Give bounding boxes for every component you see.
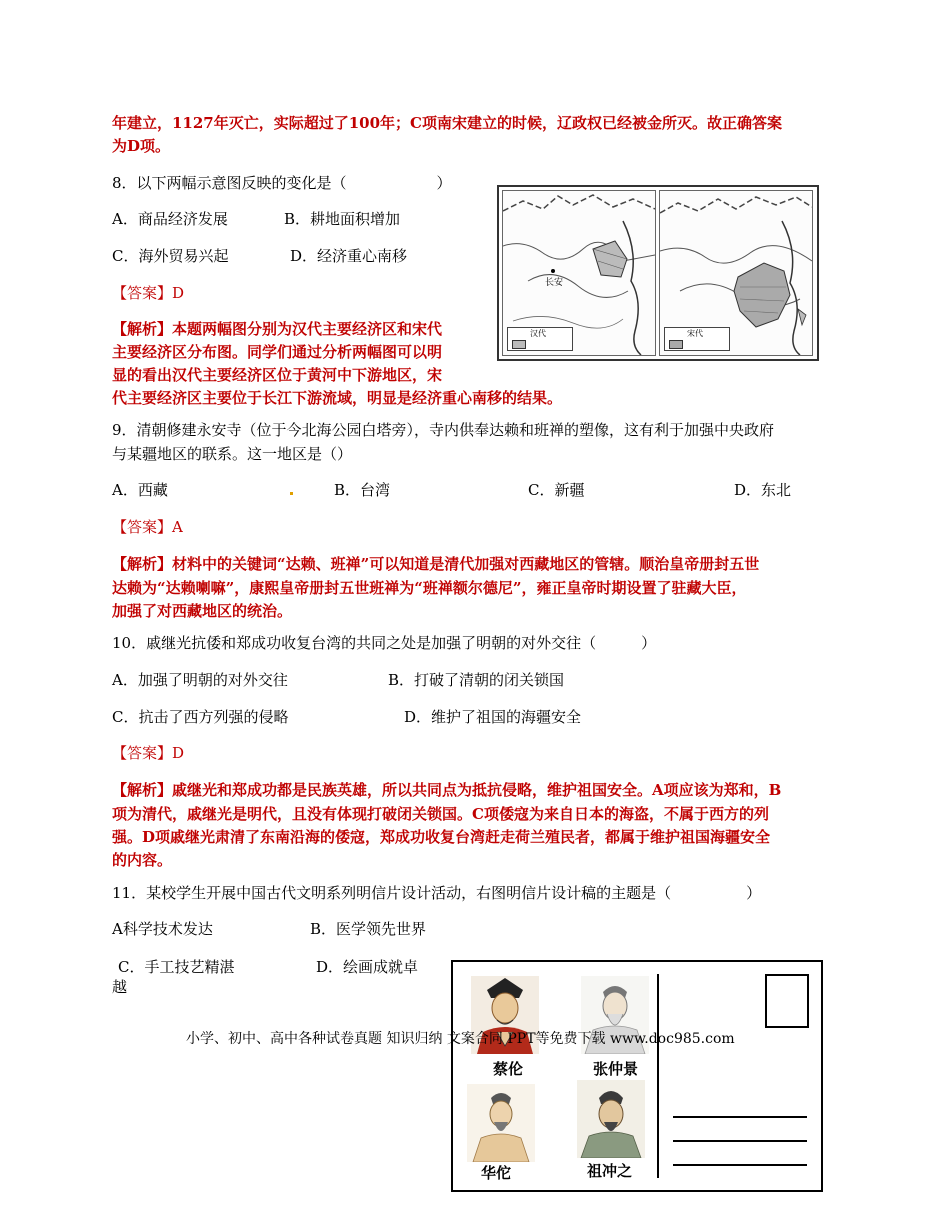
- q8-option-d: D．经济重心南移: [290, 247, 408, 265]
- q10-stem: 10．戚继光抗倭和郑成功收复台湾的共同之处是加强了明朝的对外交往（ ）: [112, 634, 657, 652]
- q10-analysis-4: 的内容。: [112, 851, 173, 869]
- q10-analysis-3: 强。D项戚继光肃清了东南沿海的倭寇，郑成功收复台湾赶走荷兰殖民者，都属于维护祖国海疆安全: [112, 828, 771, 846]
- q9-option-d: D．东北: [734, 481, 792, 499]
- han-legend-title: 汉代: [530, 329, 546, 338]
- song-legend-title: 宋代: [687, 329, 703, 338]
- q9-option-a: A．西藏: [112, 481, 168, 499]
- cai-lun-name: 蔡伦: [493, 1060, 524, 1078]
- q11-option-a: A科学技术发达: [112, 920, 213, 938]
- q9-analysis-3: 加强了对西藏地区的统治。: [112, 602, 293, 620]
- changan-label: 长安: [545, 278, 564, 288]
- stamp-box: [765, 974, 809, 1028]
- q11-option-c: C．手工技艺精湛: [118, 958, 235, 976]
- footer-text: 小学、初中、高中各种试卷真题 知识归纳 文案合同 PPT等免费下载 www.doc985.com: [186, 1031, 735, 1047]
- song-legend-swatch: [669, 340, 683, 349]
- song-map-legend: [664, 327, 730, 351]
- q10-option-c: C．抗击了西方列强的侵略: [112, 708, 289, 726]
- address-line-1: [673, 1116, 807, 1118]
- postcard-design: [451, 960, 823, 1192]
- intro-line-1: 年建立，1127年灭亡，实际超过了100年；C项南宋建立的时候，辽政权已经被金所灭。故正确答案: [112, 114, 783, 132]
- q10-answer: 【答案】D: [112, 744, 185, 762]
- q8-analysis-2: 主要经济区分布图。同学们通过分析两幅图可以明: [112, 343, 443, 361]
- address-line-2: [673, 1140, 807, 1142]
- zu-chongzhi-name: 祖冲之: [587, 1162, 633, 1180]
- han-legend-swatch: [512, 340, 526, 349]
- economic-region-maps: [497, 185, 819, 361]
- q8-option-c: C．海外贸易兴起: [112, 247, 229, 265]
- q10-option-d: D．维护了祖国的海疆安全: [404, 708, 582, 726]
- q8-option-a: A．商品经济发展: [112, 210, 228, 228]
- q11-stem: 11．某校学生开展中国古代文明系列明信片设计活动，右图明信片设计稿的主题是（ ）: [112, 884, 762, 902]
- intro-line-2: 为D项。: [112, 137, 171, 155]
- q9-stem-1: 9．清朝修建永安寺（位于今北海公园白塔旁），寺内供奉达赖和班禅的塑像，这有利于加强中央政府: [112, 421, 775, 439]
- q11-option-b: B．医学领先世界: [310, 920, 427, 938]
- zu-chongzhi-portrait: [577, 1080, 645, 1158]
- q10-option-a: A．加强了明朝的对外交往: [112, 671, 288, 689]
- q11-option-d: D．绘画成就卓: [316, 958, 419, 976]
- q9-analysis-2: 达赖为“达赖喇嘛”，康熙皇帝册封五世班禅为“班禅额尔德尼”，雍正皇帝时期设置了驻藏大臣，: [112, 579, 747, 597]
- q9-stem-2: 与某疆地区的联系。这一地区是（）: [112, 445, 353, 463]
- q8-analysis-4: 代主要经济区主要位于长江下游流域，明显是经济重心南移的结果。: [112, 389, 563, 407]
- q10-analysis-2: 项为清代，戚继光是明代，且没有体现打破闭关锁国。C项倭寇为来自日本的海盗，不属于西方的列: [112, 805, 769, 823]
- hua-tuo-name: 华佗: [481, 1164, 512, 1182]
- q8-analysis-3: 显的看出汉代主要经济区位于黄河中下游地区，宋: [112, 366, 443, 384]
- stray-mark: [290, 492, 293, 495]
- hua-tuo-portrait: [467, 1084, 535, 1162]
- q9-option-c: C．新疆: [528, 481, 585, 499]
- q10-analysis-1: 【解析】戚继光和郑成功都是民族英雄，所以共同点为抵抗侵略，维护祖国安全。A项应该为郑和，B: [112, 781, 782, 799]
- q8-stem: 8．以下两幅示意图反映的变化是（ ）: [112, 174, 452, 192]
- q8-answer: 【答案】D: [112, 284, 185, 302]
- q8-option-b: B．耕地面积增加: [284, 210, 401, 228]
- q11-option-d-wrap: 越: [112, 978, 128, 996]
- q9-option-b: B．台湾: [334, 481, 391, 499]
- han-dynasty-map: [502, 190, 656, 356]
- q8-analysis-1: 【解析】本题两幅图分别为汉代主要经济区和宋代: [112, 320, 443, 338]
- zhang-zhongjing-name: 张仲景: [593, 1060, 639, 1078]
- han-map-legend: [507, 327, 573, 351]
- q9-analysis-1: 【解析】材料中的关键词“达赖、班禅”可以知道是清代加强对西藏地区的管辖。顺治皇帝册封五世: [112, 555, 760, 573]
- q10-option-b: B．打破了清朝的闭关锁国: [388, 671, 565, 689]
- postcard-divider: [657, 974, 659, 1178]
- address-line-3: [673, 1164, 807, 1166]
- song-dynasty-map: [659, 190, 813, 356]
- q9-answer: 【答案】A: [112, 518, 183, 536]
